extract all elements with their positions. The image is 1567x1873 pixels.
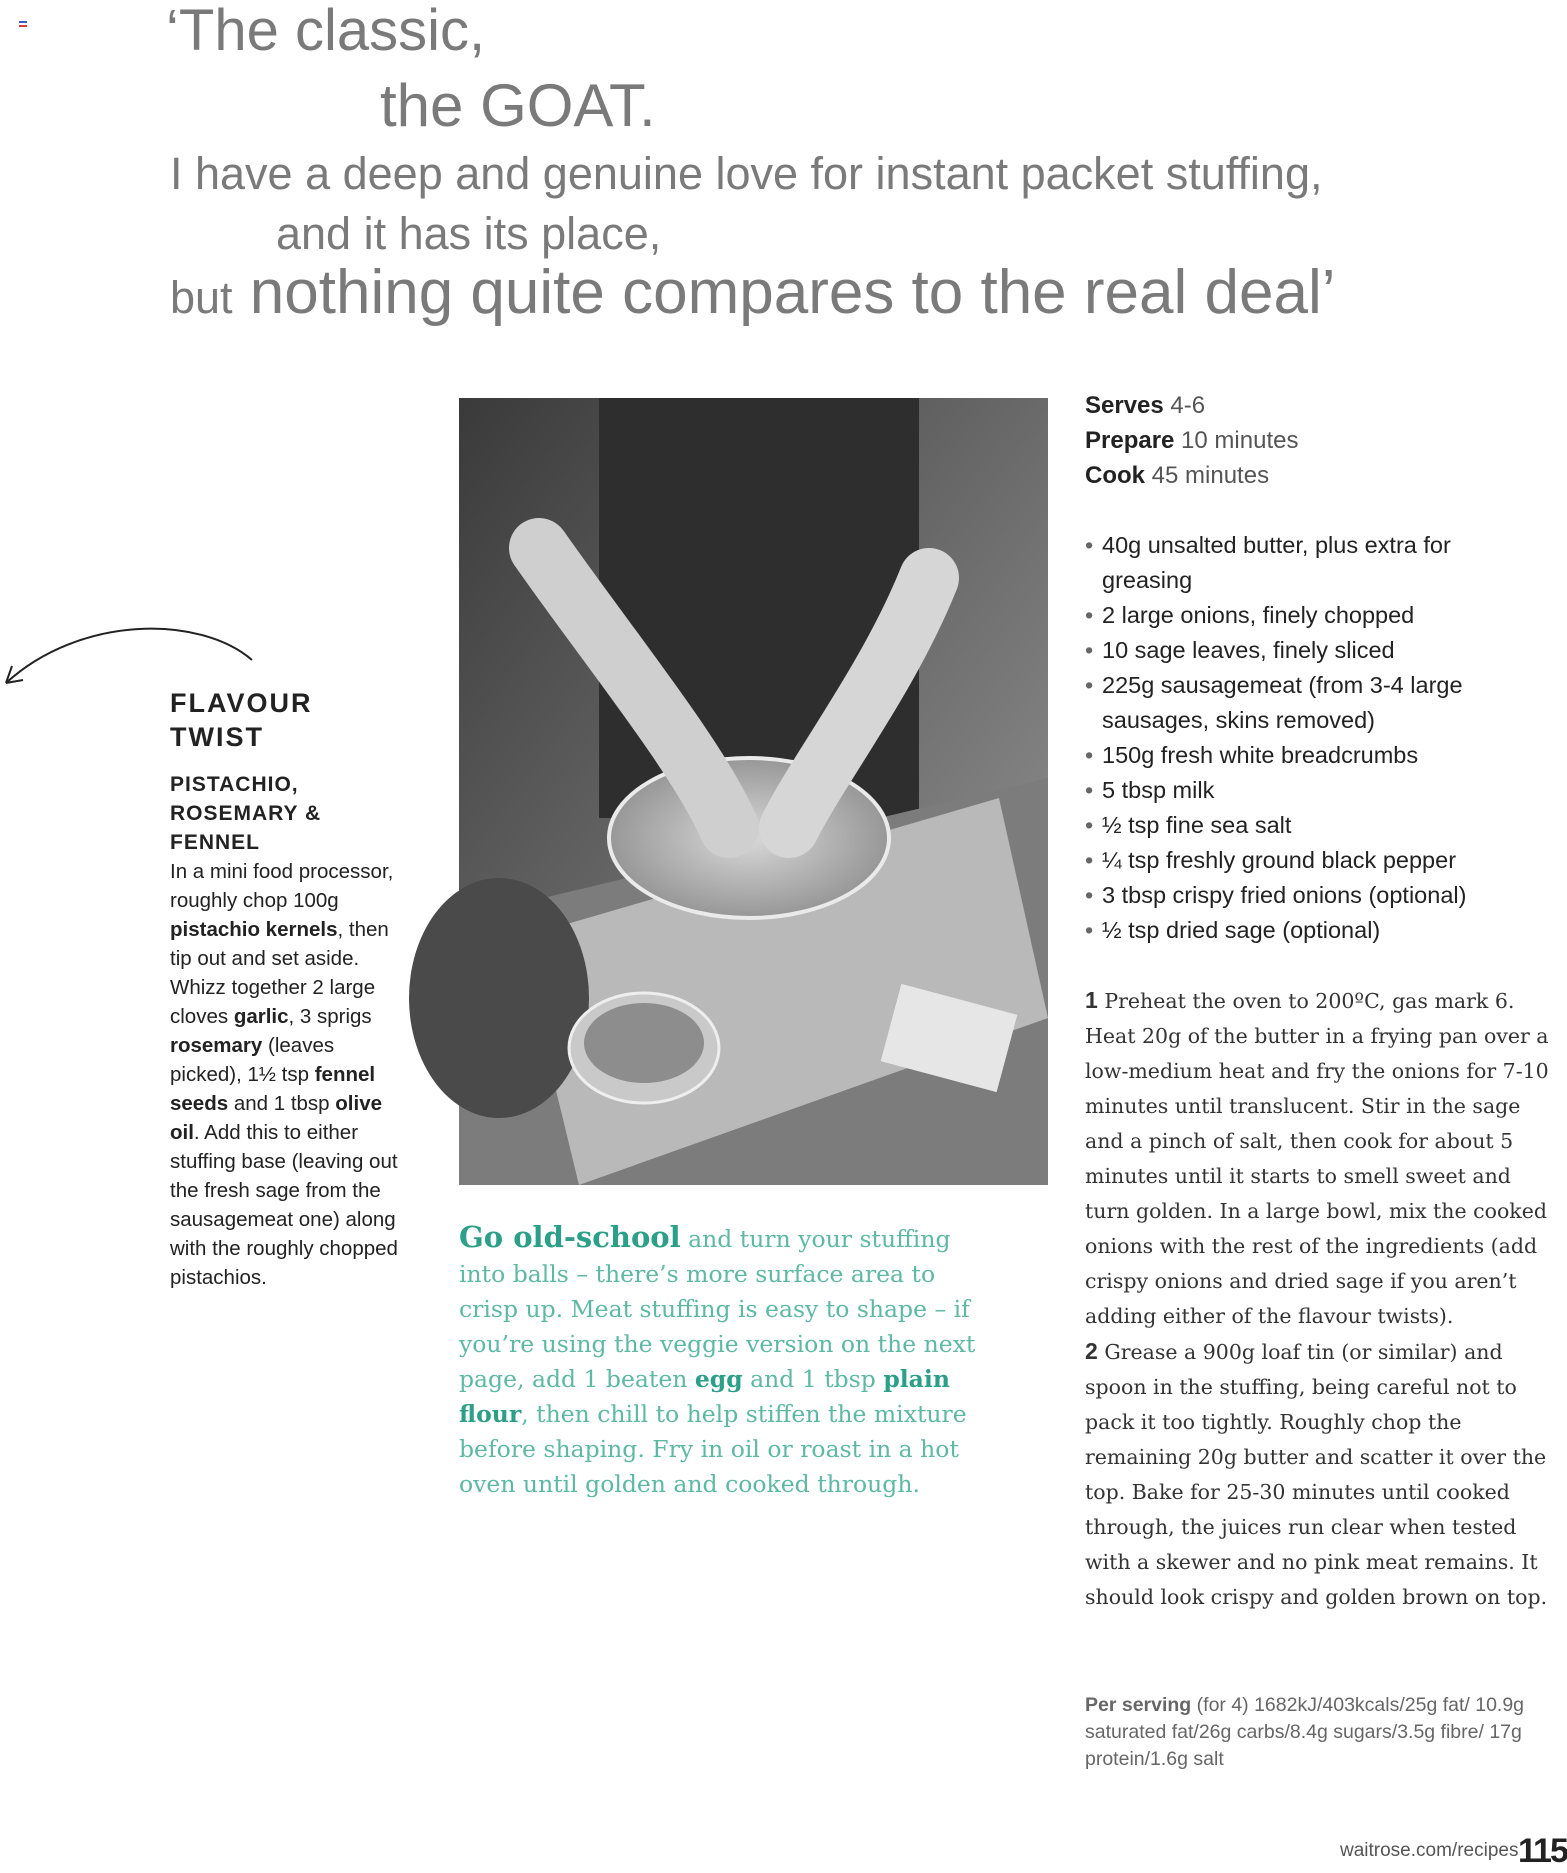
flavour-twist-body-run: rosemary xyxy=(170,1034,263,1057)
meta-value: 10 minutes xyxy=(1174,427,1299,454)
step-number: 1 xyxy=(1085,987,1098,1013)
meta-value: 45 minutes xyxy=(1145,462,1270,489)
flavour-twist-body-run: (leaves picked), 1½ tsp xyxy=(170,1034,335,1086)
nutrition-info xyxy=(1085,1692,1550,1773)
flavour-twist-subtitle: PISTACHIO, ROSEMARY & FENNEL xyxy=(170,773,322,854)
tip-run: egg xyxy=(694,1365,743,1393)
flavour-twist-box xyxy=(170,686,400,1292)
flavour-twist-body-run: , 3 sprigs xyxy=(288,1005,372,1028)
quote-line-2: the GOAT. xyxy=(380,72,656,139)
flavour-twist-body-run: garlic xyxy=(233,1005,289,1028)
method-step xyxy=(1085,1334,1550,1615)
quote-line-1: ‘The classic, xyxy=(166,0,486,63)
tip-run: , then chill to help stiffen the mixture before shaping. Fry in oil or roast in a hot oven until golden and cooked through. xyxy=(459,1400,967,1498)
method-step xyxy=(1085,983,1550,1334)
ingredient-item: • 40g unsalted butter, plus extra for greasing xyxy=(1085,528,1525,598)
step-text: Grease a 900g loaf tin (or similar) and spoon in the stuffing, being careful not to pack it too tightly. Roughly chop the remaining 20g butter and scatter it over the top. Bake for 25-30 minutes until cooked through, the juices run clear when tested with a skewer and no pink meat remains. It should look crispy and golden brown on top. xyxy=(1085,1340,1548,1609)
page-number: 115 xyxy=(1518,1832,1567,1870)
footer-url[interactable]: waitrose.com/recipes xyxy=(1340,1840,1519,1861)
meta-label: Prepare xyxy=(1085,427,1175,454)
ingredient-item: • 225g sausagemeat (from 3-4 large sausages, skins removed) xyxy=(1085,668,1525,738)
recipe-photo-graphic xyxy=(459,398,1048,1185)
method-steps xyxy=(1085,983,1550,1615)
flavour-twist-body-run: In a mini food processor, roughly chop 100g xyxy=(170,860,394,912)
ingredient-item: • 3 tbsp crispy fried onions (optional) xyxy=(1085,878,1525,913)
ingredient-item: • 5 tbsp milk xyxy=(1085,773,1525,808)
meta-row xyxy=(1085,388,1298,423)
ingredient-item: • ¼ tsp freshly ground black pepper xyxy=(1085,843,1525,878)
quote-line-5-main: nothing quite compares to the real deal’ xyxy=(249,258,1336,327)
meta-label: Serves xyxy=(1085,392,1164,419)
recipe-photo xyxy=(459,398,1048,1185)
tip-text xyxy=(459,1220,979,1502)
recipe-meta xyxy=(1085,388,1298,493)
ingredient-item: • 2 large onions, finely chopped xyxy=(1085,598,1525,633)
meta-label: Cook xyxy=(1085,462,1145,489)
ingredient-item: • 150g fresh white breadcrumbs xyxy=(1085,738,1525,773)
meta-value: 4-6 xyxy=(1163,392,1206,419)
flavour-twist-body-run: olive oil xyxy=(170,1092,382,1144)
tip-run: plain flour xyxy=(459,1365,950,1428)
flavour-twist-title: FLAVOUR TWIST xyxy=(170,688,313,752)
ingredient-item: • 10 sage leaves, finely sliced xyxy=(1085,633,1525,668)
flavour-twist-body-run: , then tip out and set aside. Whizz together 2 large cloves xyxy=(170,918,389,1028)
flavour-twist-body-run: . Add this to either stuffing base (leaving out the fresh sage from the sausagemeat one) along with the roughly chopped pistachios. xyxy=(170,1121,398,1289)
nutrition-label: Per serving xyxy=(1085,1694,1192,1716)
step-number: 2 xyxy=(1085,1338,1098,1364)
tip-run: Go old-school xyxy=(459,1220,681,1254)
meta-row xyxy=(1085,423,1298,458)
quote-line-3: I have a deep and genuine love for instant packet stuffing, xyxy=(170,148,1323,199)
pull-quote xyxy=(0,0,1550,330)
step-text: Preheat the oven to 200ºC, gas mark 6. Heat 20g of the butter in a frying pan over a low-medium heat and fry the onions for 7-10 minutes until translucent. Stir in the sage and a pinch of salt, then cook for about 5 minutes until it starts to smell sweet and turn golden. In a large bowl, mix the cooked onions with the rest of the ingredients (add crispy onions and dried sage if you aren’t adding either of the flavour twists). xyxy=(1085,989,1549,1328)
ingredient-item: • ½ tsp dried sage (optional) xyxy=(1085,913,1525,948)
quote-line-5 xyxy=(170,258,1336,327)
tip-run: and turn your stuffing into balls – there’s more surface area to crisp up. Meat stuffing is easy to shape – if you’re using the veggie version on the next page, add 1 beaten xyxy=(459,1225,976,1393)
flavour-twist-body-run: fennel seeds xyxy=(170,1063,376,1115)
meta-row xyxy=(1085,458,1298,493)
tip-run: and 1 tbsp xyxy=(742,1365,884,1393)
flavour-twist-body-run: and 1 tbsp xyxy=(228,1092,336,1115)
nutrition-text: (for 4) 1682kJ/403kcals/25g fat/ 10.9g saturated fat/26g carbs/8.4g sugars/3.5g fibre/ 17g protein/1.6g salt xyxy=(1085,1694,1525,1770)
quote-line-4: and it has its place, xyxy=(276,208,662,259)
ingredient-item: • ½ tsp fine sea salt xyxy=(1085,808,1525,843)
flavour-twist-body xyxy=(170,857,400,1292)
ingredients-list xyxy=(1085,528,1525,948)
flavour-twist-body-run: pistachio kernels xyxy=(170,918,338,941)
quote-line-5-lead: but xyxy=(170,272,233,323)
